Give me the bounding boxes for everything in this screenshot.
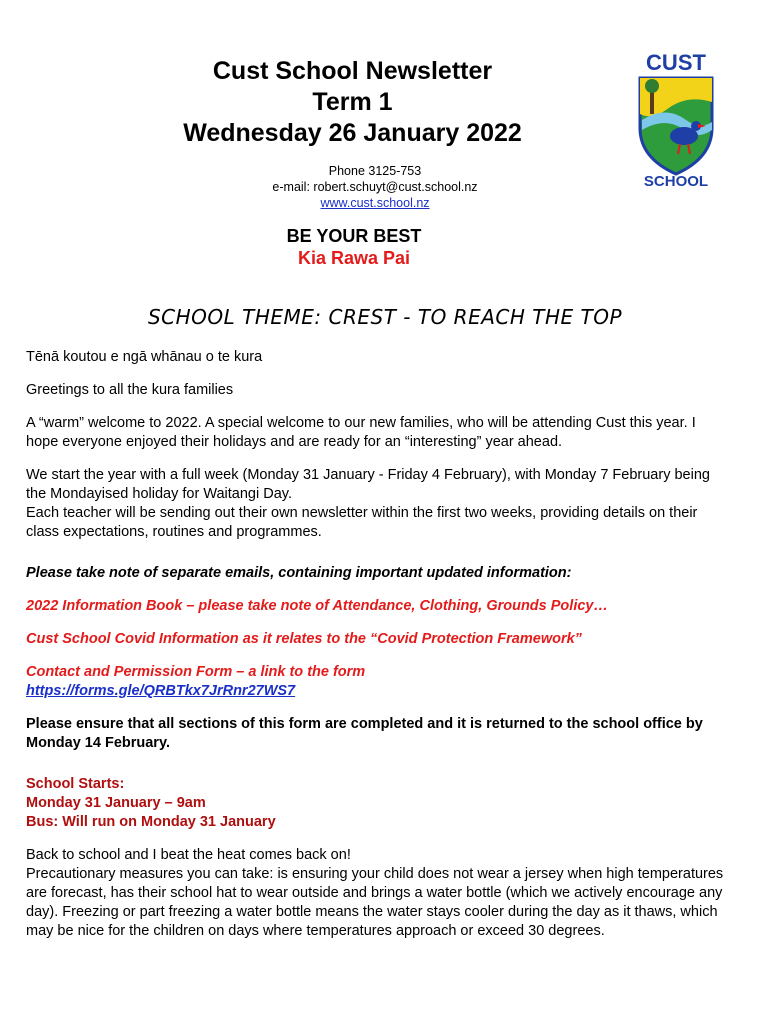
week-line-2: Each teacher will be sending out their own newsletter within the first two weeks, providing details on their class expectations, routines and programmes. xyxy=(26,505,698,540)
logo-bottom-text: SCHOOL xyxy=(643,173,709,190)
newsletter-title xyxy=(150,56,555,149)
title-line-2: Term 1 xyxy=(312,88,393,116)
email-address: e-mail: robert.schuyt@cust.school.nz xyxy=(272,180,478,194)
school-starts-label: School Starts: xyxy=(26,776,125,792)
greeting-maori: Tēnā koutou e ngā whānau o te kura xyxy=(26,349,263,365)
information-book-item: 2022 Information Book – please take note of Attendance, Clothing, Grounds Policy… xyxy=(26,598,608,614)
week-paragraph xyxy=(26,466,726,542)
contact-form-item xyxy=(26,663,726,701)
school-starts-block xyxy=(26,775,726,832)
greeting-english: Greetings to all the kura families xyxy=(26,382,234,398)
bus-info: Bus: Will run on Monday 31 January xyxy=(26,814,276,830)
website-link[interactable]: www.cust.school.nz xyxy=(320,196,430,210)
title-line-3: Wednesday 26 January 2022 xyxy=(183,119,522,147)
contact-form-label: Contact and Permission Form – a link to the form xyxy=(26,664,366,680)
contact-info xyxy=(230,163,520,211)
welcome-paragraph: A “warm” welcome to 2022. A special welcome to our new families, who will be attending Cust this year. I hope everyone enjoyed their holidays and are ready for an “interesting” year ahead. xyxy=(26,415,696,450)
ensure-form-paragraph: Please ensure that all sections of this form are completed and it is returned to the school office by Monday 14 February. xyxy=(26,716,703,751)
motto-english: BE YOUR BEST xyxy=(286,226,422,246)
logo-top-text: CUST xyxy=(646,50,706,75)
school-motto xyxy=(250,225,458,269)
newsletter-body xyxy=(26,348,726,955)
school-crest-logo xyxy=(626,50,726,190)
heat-paragraph xyxy=(26,846,726,941)
heat-line-1: Back to school and I beat the heat comes back on! xyxy=(26,847,351,863)
heat-line-2: Precautionary measures you can take: is ensuring your child does not wear a jersey when high temperatures are forecast, has their school hat to wear outside and brings a water bottle (which we actively encourage any day). Freezing or part freezing a water bottle means the water stays cooler during the day as it thaws, which may be nice for the children on days where temperatures approach or exceed 30 degrees. xyxy=(26,866,724,939)
phone-number: Phone 3125-753 xyxy=(328,164,422,178)
emails-notice: Please take note of separate emails, containing important updated information: xyxy=(26,565,572,581)
form-link[interactable]: https://forms.gle/QRBTkx7JrRnr27WS7 xyxy=(26,683,296,699)
school-starts-date: Monday 31 January – 9am xyxy=(26,795,206,811)
title-line-1: Cust School Newsletter xyxy=(212,57,493,85)
week-line-1: We start the year with a full week (Monday 31 January - Friday 4 February), with Monday 7 February being the Mondayised holiday for Waitangi Day. xyxy=(26,467,710,502)
school-theme-heading: SCHOOL THEME: CREST - TO REACH THE TOP xyxy=(147,305,623,329)
covid-information-item: Cust School Covid Information as it relates to the “Covid Protection Framework” xyxy=(26,631,582,647)
motto-maori: Kia Rawa Pai xyxy=(297,248,411,268)
